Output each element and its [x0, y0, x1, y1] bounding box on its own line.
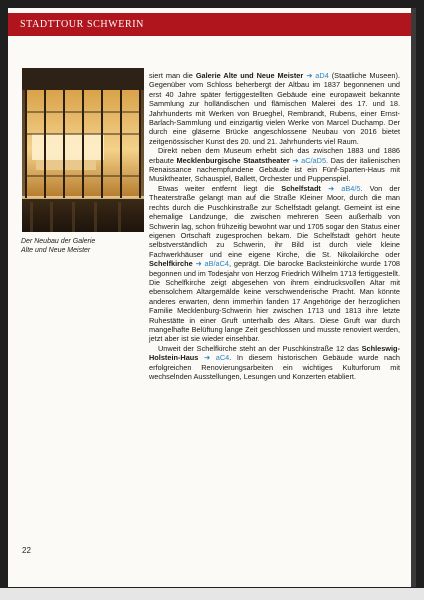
place-name: Galerie Alte und Neue Meister	[195, 71, 304, 80]
place-name: Mecklenburgische Staatstheater	[176, 155, 290, 165]
chapter-header-bar	[8, 13, 411, 36]
paragraph	[149, 71, 400, 146]
book-spine-shadow	[411, 8, 416, 587]
map-reference: ➜ aD4	[303, 71, 329, 80]
photo-caption	[21, 237, 145, 255]
text-run: . Von der Theaterstraße gelangt man auf die Straße Kleiner Moor, durch die man rechts durch die Puschkinstraße zur Schelfstadt gelangt. Gemeint ist eine ehemalige Landzunge, die zwischen mehreren Seen außerhalb von Schwerin lag, schon frühzeitig bewohnt war und 1705 sogar den Status einer eigenen Ortschaft zugesprochen bekam. Die Schelfstadt gehört heute selbstverständlich zu Schwerin, ihr Bild ist durch viele kleine Fachwerkhäuser und eine eigene Kirche, die St. Nikolaikirche oder	[149, 183, 400, 259]
caption-line: Alte und Neue Meister	[21, 247, 91, 254]
map-reference: ➜ aC/aD5	[289, 155, 327, 165]
map-reference: ➜ aB/aC4	[192, 259, 230, 269]
place-name: Schleswig-Holstein-Haus	[149, 343, 400, 363]
text-run: siert man die	[149, 71, 196, 80]
text-run: . In diesem historischen Gebäude wurde nach erfolgreichen Renovierungsarbeiten ein wichtiges Kulturforum mit wechselnden Ausstellungen, Lesungen und Konzerten etabliert.	[149, 353, 400, 381]
background-base	[0, 588, 424, 600]
gallery-building-illustration	[22, 68, 144, 232]
text-run: , geprägt. Die barocke Backsteinkirche wurde 1708 begonnen und im Todesjahr von Herzog Friedrich Wilhelm 1713 fertiggestellt. Die Schelfkirche zeigt abgesehen von ihrem eindrucksvollen Altar mit ebensolchem Altargemälde keine verschwenderische Pracht. Man könnte anderes erwarten, denn immerhin fanden 17 Angehörige der herzoglichen Familie Mecklenburg-Schwerin hier zwischen 1713 und 1813 ihre letzte Ruhestätte in einer Gruft unterhalb des Altars. Diese Gruft war durch mangelhafte Belüftung lange Zeit geschlossen und musste renoviert werden, jetzt aber ist sie wieder einsehbar.	[149, 259, 400, 344]
place-name: Schelfkirche	[149, 259, 193, 269]
caption-line: Der Neubau der Galerie	[21, 238, 96, 245]
chapter-title: STADTTOUR SCHWERIN	[20, 19, 144, 30]
paragraph	[149, 146, 400, 184]
page-number: 22	[22, 546, 31, 555]
text-run: . Das der italienischen Renaissance nachempfundene Gebäude ist ein Fünf-Sparten-Haus mit Musiktheater, Schauspiel, Ballett, Orchester und Puppenspiel.	[149, 155, 400, 184]
map-reference: ➜ aB4/5	[320, 183, 361, 193]
text-run: (Staatliche Museen). Gegenüber vom Schloss beherbergt der Altbau im 1837 begonnenen und erst 40 Jahre später fertiggestellten Gebäude eine europaweit bekannte Sammlung zur holländischen und flämischen Malerei des 17. und 18. Jahrhunderts mit Werken von Brueghel, Rembrandt, Rubens, einer Ernst-Barlach-Sammlung und einzigartig vielen Werke von Marcel Duchamp. Der durch eine gläserne Brücke angeschlossene Neubau von 2016 bietet zeitgenössischer Kunst des 20. und 21. Jahrhunderts viel Raum.	[149, 71, 400, 146]
article-body	[149, 71, 400, 381]
map-reference: ➜ aC4	[198, 353, 230, 363]
paragraph	[149, 184, 400, 344]
paragraph	[149, 344, 400, 382]
place-name: Schelfstadt	[281, 183, 321, 193]
text-run: Unweit der Schelfkirche steht an der Puschkinstraße 12 das	[158, 343, 362, 353]
gallery-photo	[22, 68, 144, 232]
text-run: Direkt neben dem Museum erhebt sich das zwischen 1883 und 1886 erbaute	[149, 146, 400, 165]
text-run: Etwas weiter entfernt liegt die	[158, 183, 282, 193]
book-page	[8, 8, 411, 587]
